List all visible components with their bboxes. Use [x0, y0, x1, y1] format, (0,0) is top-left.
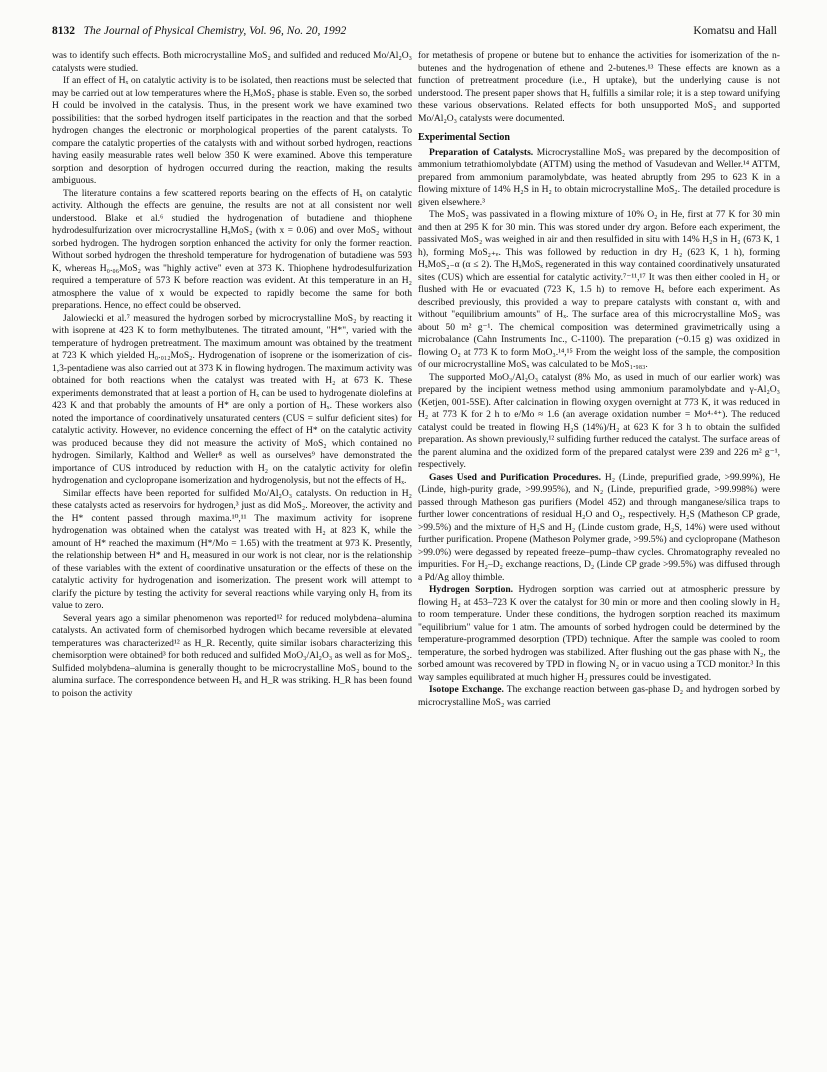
paragraph: Similar effects have been reported for sulfided Mo/Al₂O₃ catalysts. On reduction in H₂ these catalysts acted as reservoirs for hydrogen,³ just as did MoS₂. Moreover, the activity and the H* content passed through maxima.¹⁰,¹¹ The maximum activity for isoprene hydrogenation was obtained when the catalyst was treated with H₂ at 823 K, while the amount of H* reached the maximum (H*/Mo = 1.65) with the treatment at 973 K. Presently, the relationship between H* and Hₓ measured in our work is not clear, nor is the relationship of these variables with the extent of coordinative unsaturation or the effects of these on the catalytic activity for hydrogenation and isomerization. The present work will attempt to clarify the picture by testing the activity for several reactions while varying only Hₓ from its value to zero. — [52, 487, 412, 611]
journal-citation: The Journal of Physical Chemistry, Vol. 96, No. 20, 1992 — [83, 25, 347, 37]
run-in-heading: Preparation of Catalysts. — [429, 146, 534, 158]
section-heading: Experimental Section — [418, 132, 510, 143]
run-in-heading: Hydrogen Sorption. — [429, 584, 514, 595]
run-in-heading: Gases Used and Purification Procedures. — [429, 471, 601, 483]
paragraph: Jalowiecki et al.⁷ measured the hydrogen sorbed by microcrystalline MoS₂ by reacting it with isoprene at 423 K to form methylbutenes. The titrated amount, "H*", varied with the temperature of hydrogen pretreatment. The maximum amount was obtained by the treatment at 723 K which yielded H₀.₀₁₂MoS₂. Hydrogenation of isoprene or the isomerization of cis-1,3-pentadiene was also carried out at 373 K in flowing hydrogen. The maximum activity was obtained for both reactions when the catalyst was treated with H₂ at 673 K. These experiments demonstrated that at least a portion of Hₓ can be used to hydrogenate diolefins at 423 K and that probably the amounts of H* are only a portion of Hₓ. These workers also noted the importance of coordinatively unsaturated centers (CUS = sulfur deficient sites) for catalytic activity. However, no evidence concerning the effect of H* on the catalytic activity was produced because they did not measure the activity of MoS₂ which contained no hydrogen. Similarly, Kalthod and Weller⁸ as well as ourselves⁹ have demonstrated the importance of CUS introduced by reduction with H₂ on the catalytic activity for olefin hydrogenation and cyclopropane isomerization and hydrogenolysis, but not the effects of Hₓ. — [52, 312, 412, 486]
paragraph — [418, 472, 780, 585]
left-column — [52, 50, 412, 700]
run-in-heading: Isotope Exchange. — [429, 684, 504, 695]
paragraph-text: The exchange reaction between gas-phase D₂ and hydrogen sorbed by microcrystalline MoS₂ was carried — [418, 684, 780, 708]
paragraph-text: Microcrystalline MoS₂ was prepared by the decomposition of ammonium tetrathiomolybdate (ATTM) using the method of Vasudevan and Weller.¹⁴ ATTM, prepared from ammonium paramolybdate, was heated abruptly from 295 to 623 K in a flowing mixture of 14% H₂S in H₂ to obtain microcrystalline MoS₂. The detailed procedure is given elsewhere.³ — [418, 146, 780, 208]
paragraph — [418, 584, 780, 684]
paragraph: The MoS₂ was passivated in a flowing mixture of 10% O₂ in He, first at 77 K for 30 min and then at 295 K for 30 min. This was stored under dry argon. Before each experiment, the passivated MoS₂ was weighed in air and then resulfided in situ with 14% H₂S in H₂ (673 K, 1 h), forming MoS₂₊ₑ. This was followed by reduction in dry H₂ (623 K, 1 h), forming HₓMoS₂₋α (α ≤ 2). The HₓMoSₓ regenerated in this way contained coordinatively unsaturated sites (CUS) which are essential for catalytic activity.⁷⁻¹¹,¹⁷ It was then either cooled in H₂ or flushed with He or evacuated (723 K, 1.5 h) to remove Hₓ before each experiment. As described previously, this provided a way to prepare catalysts with constant α, with and without "equilibrium amounts" of Hₓ. The surface area of this microcrystalline MoS₂ was about 50 m² g⁻¹. The chemical composition was determined gravimetrically using a microbalance (Cahn Instruments Inc., C-1100). The preparation (~0.15 g) was oxidized in flowing O₂ at 773 K to form MoO₃.¹⁴,¹⁵ From the weight loss of the sample, the composition of our microcrystalline MoSₓ was calculated to be MoS₁.₉₈₃. — [418, 209, 780, 370]
paragraph: for metathesis of propene or butene but to enhance the activities for isomerization of the n-butenes and the hydrogenation of ethene and 2-butenes.¹³ These effects are known as a function of pretreatment procedure (i.e., H uptake), but the underlying cause is not understood. The present paper shows that Hₓ fulfills a similar role; it is a step toward unifying these various observations. Related effects for both unsupported MoS₂ and supported Mo/Al₂O₃ catalysts were documented. — [418, 50, 780, 124]
paragraph: was to identify such effects. Both microcrystalline MoS₂ and sulfided and reduced Mo/Al₂O₃ catalysts were studied. — [52, 50, 412, 74]
paragraph — [418, 684, 780, 709]
running-header — [52, 25, 777, 41]
paragraph: Several years ago a similar phenomenon was reported¹² for reduced molybdena–alumina catalysts. An activated form of chemisorbed hydrogen which became reversible at elevated temperatures was characterized¹² as H_R. Recently, quite similar isobars characterizing this chemisorption were obtained³ for both reduced and sulfided MoO₃/Al₂O₃ as well as for MoS₂. Sulfided molybdena–alumina is generally thought to be microcrystalline MoS₂ bound to the alumina surface. The correspondence between Hₓ and H_R was striking. H_R has been found to poison the activity — [52, 612, 412, 699]
right-column — [418, 50, 780, 709]
paragraph — [418, 147, 780, 210]
paragraph: The supported MoO₃/Al₂O₃ catalyst (8% Mo, as used in much of our earlier work) was prepared by the incipient wetness method using ammonium paramolybdate and γ-Al₂O₃ (Ketjen, 001-5SE). After calcination in flowing oxygen overnight at 773 K, it was reduced in H₂ at 773 K for 2 h to e/Mo ≈ 1.6 (an average oxidation number = Mo⁴·⁴⁺). The reduced catalyst could be treated in flowing H₂S (14%)/H₂ at 623 K for 3 h to obtain the sulfided preparation. As shown previously,¹² sulfiding further reduced the catalyst. The surface areas of the parent alumina and the oxidized form of the prepared catalyst were 239 and 226 m² g⁻¹, respectively. — [418, 371, 780, 470]
header-left — [52, 25, 346, 37]
paragraph-text: Hydrogen sorption was carried out at atmospheric pressure by flowing H₂ at 453–723 K over the catalyst for 30 min or more and then cooling slowly in H₂ to room temperature. Under these conditions, the hydrogen sorption reached its maximum "equilibrium" value for 1 atm. The amounts of sorbed hydrogen could be determined by the temperature-programmed desorption (TPD) technique. After the sample was cooled to room temperature, the sorbed hydrogen was stabilized. After flushing out the gas phase with N₂, the sorbed amount was recovered by TPD in flowing N₂ or in vacuo using a TCD monitor.³ In this way samples equilibrated at much higher H₂ pressures could be investigated. — [418, 584, 780, 683]
paragraph-text: H₂ (Linde, prepurified grade, >99.99%), He (Linde, high-purity grade, >99.995%), and N₂ (Linde, prepurified grade, >99.998%) were passed through Matheson gas purifiers (Model 452) and through manganese/silica traps to further lower concentrations of residual H₂O and O₂, respectively. H₂S (Matheson CP grade, >99.5%) and the mixture of H₂S and H₂ (Linde custom grade, H₂S, 14%) were used without further purification. Propene (Matheson Polymer grade, >99.5%) and cyclopropane (Matheson >99.0%) were degassed by repeated freeze–pump–thaw cycles. Chromatography revealed no impurities. For H₂–D₂ exchange reactions, D₂ (Linde CP grade >99.5%) was diffused through a Pd/Ag alloy thimble. — [418, 471, 780, 583]
page-number: 8132 — [52, 25, 75, 37]
paragraph: If an effect of Hₓ on catalytic activity is to be isolated, then reactions must be selected that may be carried out at low temperatures where the HₓMoS₂ phase is stable. Even so, the sorbed H could be involved in the catalysis. Thus, in the present work we have examined two possibilities: that the sorbed hydrogen itself participates in the reaction and that the sorbed hydrogen changes the electronic or morphological properties of the parent catalysts. To compare the catalytic properties of the catalysts with and without sorbed hydrogen, reactions having easily measurable rates well below 350 K were examined. Above this temperature sorption and desorption of hydrogen occurred during the reaction, making the results ambiguous. — [52, 75, 412, 186]
author-names: Komatsu and Hall — [693, 25, 777, 37]
paragraph: The literature contains a few scattered reports bearing on the effects of Hₓ on catalytic activity. Although the effects are genuine, the results are not at all consistent nor well understood. Blake et al.⁶ studied the hydrogenation of butadiene and thiophene hydrodesulfurization over microcrystalline HₓMoS₂ (with x = 0.06) and over MoS₂ without sorbed hydrogen. The hydrogen sorption enhanced the activity for only the former reaction. Without sorbed hydrogen the threshold temperature for hydrogenation of butadiene was 593 K, whereas H₀.₀₆MoS₂ was "highly active" even at 373 K. Thiophene hydrodesulfurization required a temperature of 573 K before reaction was evident. At this temperature in an H₂ atmosphere the value of x would be expected to rapidly become the same for both preparations. Hence, no effect could be observed. — [52, 187, 412, 311]
